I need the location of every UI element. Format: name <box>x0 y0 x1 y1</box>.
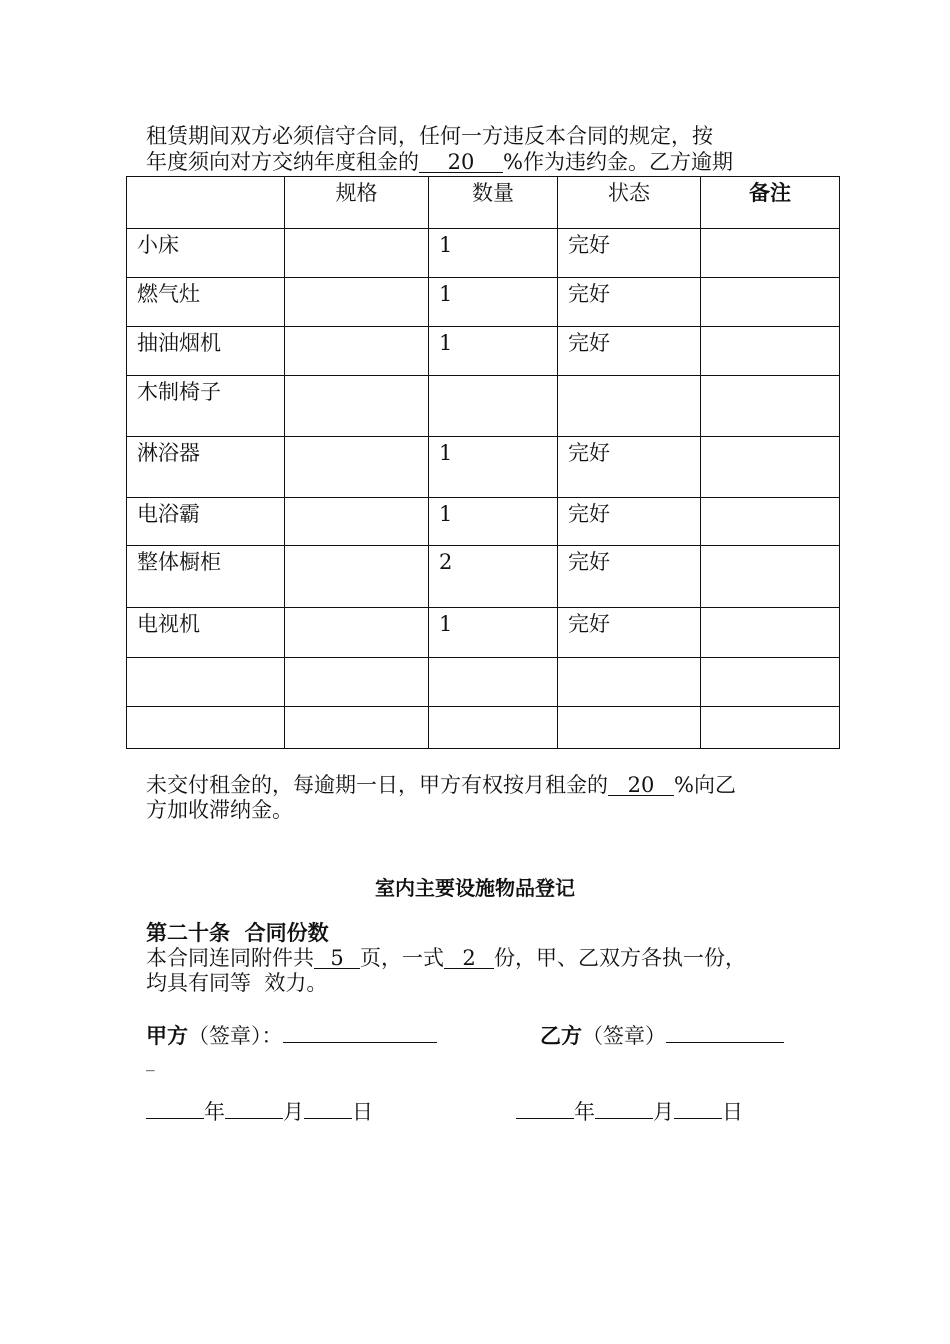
cell-status: 完好 <box>558 437 701 498</box>
cell-quantity: 1 <box>429 608 558 658</box>
cell-item: 小床 <box>127 229 285 278</box>
cell-item: 淋浴器 <box>127 437 285 498</box>
cell-spec <box>285 608 429 658</box>
party-b-label: 乙方 <box>540 1024 582 1048</box>
article-20-line-1 <box>146 946 746 970</box>
table-row <box>127 376 840 437</box>
table-row <box>127 546 840 608</box>
cell-quantity <box>429 707 558 749</box>
table-header-row <box>127 177 840 229</box>
copies-blank: 2 <box>444 948 494 969</box>
cell-remark <box>701 608 840 658</box>
cell-remark <box>701 707 840 749</box>
cell-quantity <box>429 658 558 707</box>
cell-spec <box>285 498 429 546</box>
cell-spec <box>285 229 429 278</box>
cell-item: 燃气灶 <box>127 278 285 327</box>
year-label: 年 <box>204 1100 225 1124</box>
cell-remark <box>701 498 840 546</box>
intro-line-2-text: 年度须向对方交纳年度租金的 <box>146 150 419 174</box>
trailing-underscore: _ <box>146 1052 155 1072</box>
intro-line-2 <box>146 150 733 174</box>
cell-item <box>127 658 285 707</box>
cell-remark <box>701 327 840 376</box>
month-blank <box>595 1118 653 1119</box>
cell-remark <box>701 437 840 498</box>
facilities-table <box>126 176 840 749</box>
table-row <box>127 608 840 658</box>
party-b-date <box>516 1096 743 1126</box>
cell-quantity: 1 <box>429 327 558 376</box>
cell-item: 木制椅子 <box>127 376 285 437</box>
header-status: 状态 <box>558 177 701 229</box>
party-a-signature <box>146 1020 437 1050</box>
cell-status <box>558 707 701 749</box>
month-label: 月 <box>653 1100 674 1124</box>
article-20-text-c: 份，甲、乙双方各执一份， <box>494 946 746 970</box>
cell-status <box>558 376 701 437</box>
table-row <box>127 498 840 546</box>
table-row <box>127 707 840 749</box>
cell-status: 完好 <box>558 229 701 278</box>
header-remark: 备注 <box>701 177 840 229</box>
late-line-2: 方加收滞纳金。 <box>146 798 293 822</box>
article-20-text-a: 本合同连同附件共 <box>146 946 314 970</box>
party-b-signature <box>540 1020 784 1050</box>
header-spec: 规格 <box>285 177 429 229</box>
section-title: 室内主要设施物品登记 <box>375 876 575 900</box>
cell-quantity <box>429 376 558 437</box>
day-label: 日 <box>722 1100 743 1124</box>
day-blank <box>304 1118 352 1119</box>
party-a-sign-blank <box>283 1042 437 1043</box>
cell-item: 抽油烟机 <box>127 327 285 376</box>
cell-status: 完好 <box>558 608 701 658</box>
late-line-1-text: 未交付租金的，每逾期一日，甲方有权按月租金的 <box>146 773 608 797</box>
header-item <box>127 177 285 229</box>
year-blank <box>146 1118 204 1119</box>
cell-remark <box>701 658 840 707</box>
late-line-1-tail: %向乙 <box>674 773 736 797</box>
table-row <box>127 229 840 278</box>
cell-quantity: 1 <box>429 437 558 498</box>
day-label: 日 <box>352 1100 373 1124</box>
table-row <box>127 437 840 498</box>
cell-remark <box>701 229 840 278</box>
late-fee-percent-blank: 20 <box>608 775 674 796</box>
cell-status: 完好 <box>558 327 701 376</box>
article-20-line-2: 均具有同等 效力。 <box>146 971 328 995</box>
cell-remark <box>701 376 840 437</box>
cell-spec <box>285 278 429 327</box>
cell-item: 整体橱柜 <box>127 546 285 608</box>
article-20-text-b: 页，一式 <box>360 946 444 970</box>
month-blank <box>225 1118 283 1119</box>
party-a-date <box>146 1096 373 1126</box>
cell-item: 电视机 <box>127 608 285 658</box>
cell-status: 完好 <box>558 546 701 608</box>
table-row <box>127 658 840 707</box>
cell-remark <box>701 278 840 327</box>
month-label: 月 <box>283 1100 304 1124</box>
article-20-title: 第二十条 合同份数 <box>146 921 329 945</box>
cell-quantity: 1 <box>429 278 558 327</box>
party-a-label: 甲方 <box>146 1024 188 1048</box>
late-line-1 <box>146 773 736 797</box>
intro-line-2-tail: %作为违约金。乙方逾期 <box>503 150 733 174</box>
day-blank <box>674 1118 722 1119</box>
party-a-seal-label: （签章）： <box>188 1024 283 1048</box>
cell-remark <box>701 546 840 608</box>
pages-blank: 5 <box>314 948 360 969</box>
cell-status <box>558 658 701 707</box>
cell-status: 完好 <box>558 278 701 327</box>
party-b-sign-blank <box>666 1042 784 1043</box>
intro-line-1: 租赁期间双方必须信守合同，任何一方违反本合同的规定，按 <box>146 124 713 148</box>
cell-status: 完好 <box>558 498 701 546</box>
penalty-percent-blank: 20 <box>419 152 503 173</box>
year-blank <box>516 1118 574 1119</box>
cell-spec <box>285 376 429 437</box>
cell-item: 电浴霸 <box>127 498 285 546</box>
cell-quantity: 2 <box>429 546 558 608</box>
year-label: 年 <box>574 1100 595 1124</box>
party-b-seal-label: （签章） <box>582 1024 666 1048</box>
cell-quantity: 1 <box>429 229 558 278</box>
cell-spec <box>285 707 429 749</box>
cell-spec <box>285 546 429 608</box>
cell-spec <box>285 658 429 707</box>
header-quantity: 数量 <box>429 177 558 229</box>
table-row <box>127 278 840 327</box>
cell-item <box>127 707 285 749</box>
cell-quantity: 1 <box>429 498 558 546</box>
cell-spec <box>285 327 429 376</box>
cell-spec <box>285 437 429 498</box>
table-row <box>127 327 840 376</box>
